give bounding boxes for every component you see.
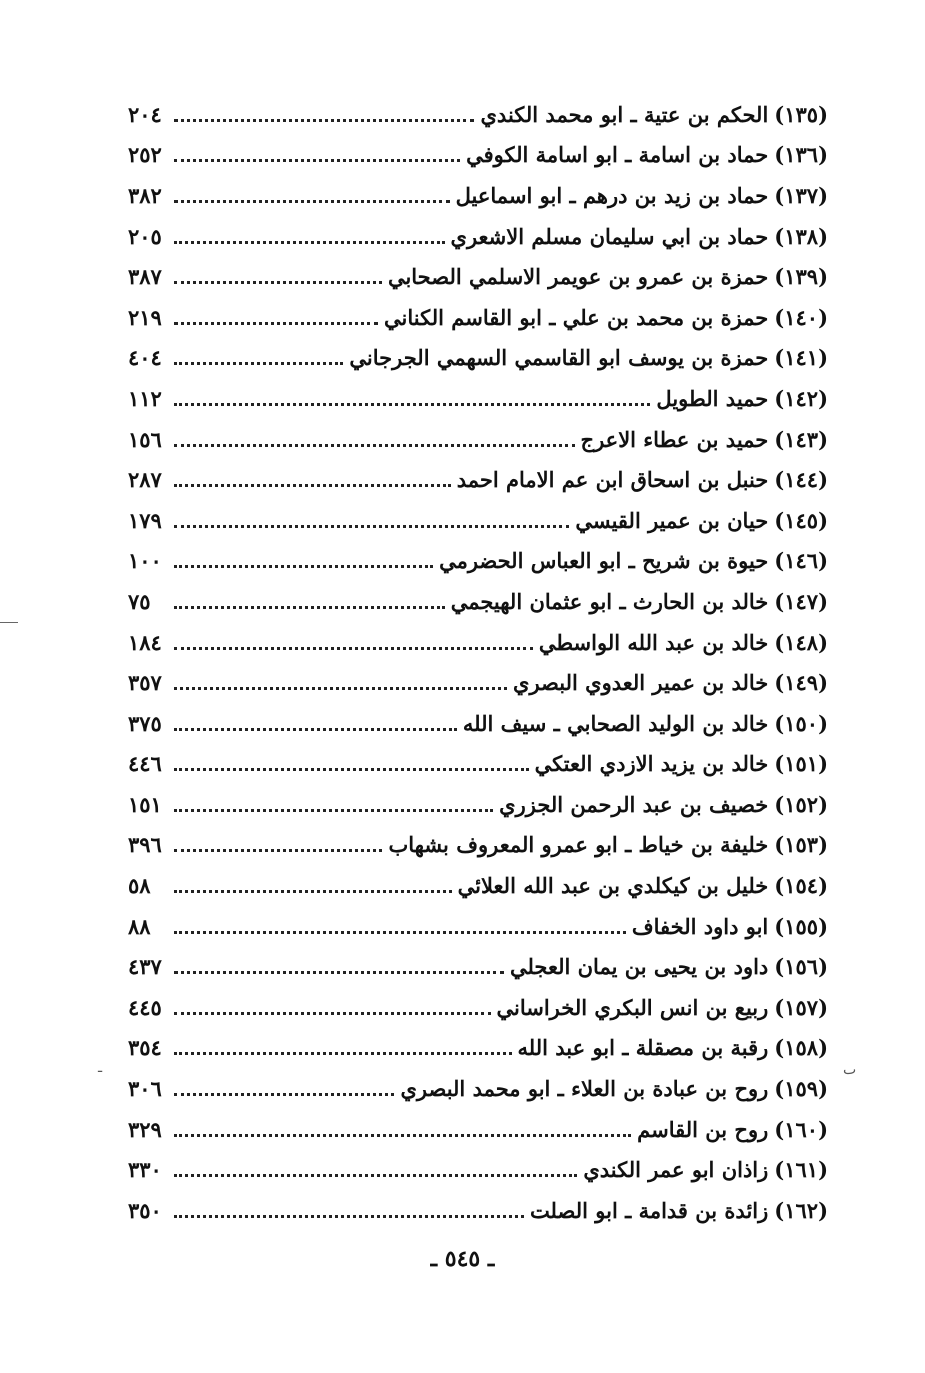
entry-page-number: ٧٥	[128, 588, 151, 614]
entry-page-number: ٣٥٠	[128, 1197, 162, 1223]
entry-number: (١٣٦)	[774, 142, 828, 168]
index-entry	[128, 1149, 828, 1190]
entry-name: زائدة بن قدامة ـ ابو الصلت	[529, 1197, 769, 1223]
index-entry	[128, 865, 828, 906]
entry-name: خالد بن الوليد الصحابي ـ سيف الله	[462, 710, 769, 736]
entry-name: خليفة بن خياط ـ ابو عمرو المعروف بشهاب	[388, 832, 769, 858]
entry-number: (١٥٥)	[774, 913, 828, 939]
entry-page-number: ٣٣٠	[128, 1157, 162, 1183]
entry-number: (١٥٣)	[774, 832, 828, 858]
dot-leader	[174, 1093, 394, 1096]
entry-number: (١٤٩)	[774, 670, 828, 696]
index-entry	[128, 662, 828, 703]
entry-number: (١٤٤)	[774, 467, 828, 493]
entry-name: رقبة بن مصقلة ـ ابو عبد الله	[517, 1035, 769, 1061]
dot-leader	[174, 890, 452, 893]
index-entry	[128, 1190, 828, 1231]
page-number: ـ ٥٤٥ ـ	[430, 1246, 495, 1272]
index-entry	[128, 216, 828, 257]
entry-number: (١٤٦)	[774, 548, 828, 574]
entry-page-number: ٥٨	[128, 873, 151, 899]
entry-page-number: ٨٨	[128, 913, 151, 939]
entry-page-number: ١١٢	[128, 385, 162, 411]
entry-page-number: ٤٠٤	[128, 345, 162, 371]
dot-leader	[174, 565, 433, 568]
entry-name: ابو داود الخفاف	[631, 913, 769, 939]
index-entry	[128, 338, 828, 379]
entry-name: حميد الطويل	[656, 385, 769, 411]
entry-name: حنبل بن اسحاق ابن عم الامام احمد	[456, 467, 769, 493]
entry-number: (١٥٢)	[774, 791, 828, 817]
dot-leader	[174, 200, 450, 203]
index-entry	[128, 784, 828, 825]
entry-number: (١٦١)	[774, 1157, 828, 1183]
dot-leader	[174, 647, 533, 650]
index-entry	[128, 1028, 828, 1069]
entry-page-number: ٣٨٢	[128, 182, 162, 208]
index-entry	[128, 946, 828, 987]
dot-leader	[174, 281, 382, 284]
dot-leader	[174, 1134, 631, 1137]
dot-leader	[174, 119, 474, 122]
entry-number: (١٣٩)	[774, 264, 828, 290]
entry-name: خالد بن الحارث ـ ابو عثمان الهيجمي	[450, 588, 769, 614]
entry-number: (١٥٧)	[774, 994, 828, 1020]
index-entry	[128, 175, 828, 216]
entry-name: خصيف بن عبد الرحمن الجزري	[499, 791, 769, 817]
entry-number: (١٥٩)	[774, 1076, 828, 1102]
entry-number: (١٣٥)	[774, 101, 828, 127]
index-entry	[128, 459, 828, 500]
entry-number: (١٥٤)	[774, 873, 828, 899]
dot-leader	[174, 403, 650, 406]
entry-number: (١٤٨)	[774, 629, 828, 655]
index-entry	[128, 987, 828, 1028]
index-entry	[128, 541, 828, 582]
dot-leader	[174, 687, 507, 690]
entry-page-number: ٣٢٩	[128, 1116, 162, 1142]
index-entry	[128, 256, 828, 297]
dot-leader	[174, 1215, 524, 1218]
entry-name: روح بن عبادة بن العلاء ـ ابو محمد البصري	[400, 1076, 769, 1102]
entry-page-number: ٣٨٧	[128, 264, 162, 290]
entry-name: حيان بن عمير القيسي	[575, 507, 769, 533]
entry-page-number: ١٠٠	[128, 548, 162, 574]
entry-name: زاذان ابو عمر الكندي	[583, 1157, 769, 1183]
entry-name: حماد بن زيد بن درهم ـ ابو اسماعيل	[455, 182, 769, 208]
entry-page-number: ٣٩٦	[128, 832, 162, 858]
entry-number: (١٥١)	[774, 751, 828, 777]
dot-leader	[174, 159, 460, 162]
entry-page-number: ١٨٤	[128, 629, 162, 655]
dot-leader	[174, 1012, 491, 1015]
index-entry	[128, 744, 828, 785]
entry-number: (١٤١)	[774, 345, 828, 371]
index-entry	[128, 581, 828, 622]
entry-page-number: ٤٤٥	[128, 994, 162, 1020]
index-list	[128, 94, 828, 1231]
entry-page-number: ٢٠٤	[128, 101, 162, 127]
entry-page-number: ١٥٦	[128, 426, 162, 452]
entry-page-number: ٢١٩	[128, 304, 162, 330]
entry-page-number: ٢٨٧	[128, 467, 162, 493]
dot-leader	[174, 931, 626, 934]
entry-name: حمزة بن عمرو بن عويمر الاسلمي الصحابي	[387, 264, 769, 290]
entry-name: الحكم بن عتية ـ ابو محمد الكندي	[480, 101, 769, 127]
entry-number: (١٦٠)	[774, 1116, 828, 1142]
index-entry	[128, 1068, 828, 1109]
dot-leader	[174, 809, 493, 812]
index-entry	[128, 1109, 828, 1150]
index-entry	[128, 622, 828, 663]
entry-name: روح بن القاسم	[637, 1116, 769, 1142]
dot-leader	[174, 241, 445, 244]
dot-leader	[174, 849, 382, 852]
entry-page-number: ٣٧٥	[128, 710, 162, 736]
dot-leader	[174, 971, 504, 974]
dot-leader	[174, 1174, 577, 1177]
entry-number: (١٥٨)	[774, 1035, 828, 1061]
index-entry	[128, 135, 828, 176]
dot-leader	[174, 525, 569, 528]
entry-name: ربيع بن انس البكري الخراساني	[496, 994, 769, 1020]
dot-leader	[174, 362, 343, 365]
entry-number: (١٤٢)	[774, 385, 828, 411]
entry-page-number: ٢٠٥	[128, 223, 162, 249]
index-entry	[128, 419, 828, 460]
entry-number: (١٣٨)	[774, 223, 828, 249]
index-entry	[128, 378, 828, 419]
entry-page-number: ٤٤٦	[128, 751, 162, 777]
entry-number: (١٦٢)	[774, 1197, 828, 1223]
entry-number: (١٣٧)	[774, 182, 828, 208]
entry-page-number: ٣٥٤	[128, 1035, 162, 1061]
index-entry	[128, 703, 828, 744]
dot-leader	[174, 728, 457, 731]
dot-leader	[174, 322, 378, 325]
dot-leader	[174, 768, 529, 771]
index-entry	[128, 500, 828, 541]
index-entry	[128, 297, 828, 338]
margin-mark: ٮ	[843, 1062, 857, 1078]
entry-number: (١٤٥)	[774, 507, 828, 533]
entry-number: (١٤٣)	[774, 426, 828, 452]
entry-name: خليل بن كيكلدي بن عبد الله العلائي	[457, 873, 769, 899]
entry-name: حمزة بن يوسف ابو القاسمي السهمي الجرجاني	[349, 345, 769, 371]
scan-edge-mark	[0, 622, 18, 623]
entry-name: حميد بن عطاء الاعرج	[580, 426, 769, 452]
entry-number: (١٤٧)	[774, 588, 828, 614]
entry-name: خالد بن عمير العدوي البصري	[513, 670, 769, 696]
entry-name: خالد بن يزيد الازدي العتكي	[534, 751, 769, 777]
index-entry	[128, 906, 828, 947]
entry-name: حماد بن ابي سليمان مسلم الاشعري	[450, 223, 769, 249]
dot-leader	[174, 606, 445, 609]
entry-page-number: ٢٥٢	[128, 142, 162, 168]
dot-leader	[174, 1052, 512, 1055]
entry-number: (١٤٠)	[774, 304, 828, 330]
entry-name: حماد بن اسامة ـ ابو اسامة الكوفي	[466, 142, 769, 168]
entry-number: (١٥٦)	[774, 954, 828, 980]
index-entry	[128, 94, 828, 135]
index-entry	[128, 825, 828, 866]
margin-dash-mark: ـ	[98, 1060, 103, 1076]
entry-page-number: ٣٠٦	[128, 1076, 162, 1102]
entry-page-number: ١٧٩	[128, 507, 162, 533]
dot-leader	[174, 484, 451, 487]
entry-page-number: ٣٥٧	[128, 670, 162, 696]
entry-number: (١٥٠)	[774, 710, 828, 736]
entry-name: حمزة بن محمد بن علي ـ ابو القاسم الكناني	[384, 304, 769, 330]
entry-name: خالد بن عبد الله الواسطي	[538, 629, 769, 655]
entry-page-number: ١٥١	[128, 791, 162, 817]
entry-page-number: ٤٣٧	[128, 954, 162, 980]
entry-name: داود بن يحيى بن يمان العجلي	[509, 954, 769, 980]
entry-name: حيوة بن شريح ـ ابو العباس الحضرمي	[439, 548, 769, 574]
dot-leader	[174, 444, 575, 447]
